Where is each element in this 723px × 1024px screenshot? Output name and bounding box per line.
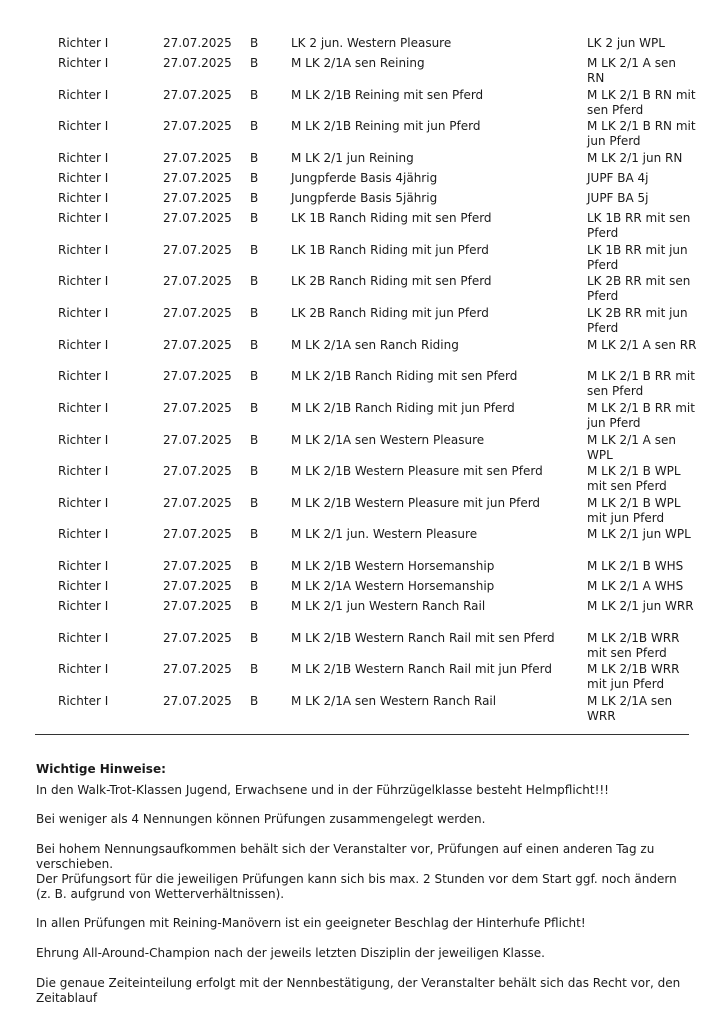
class-name-cell: M LK 2/1B Ranch Riding mit sen Pferd	[291, 369, 518, 383]
judge-cell: Richter I	[58, 171, 109, 185]
judge-cell: Richter I	[58, 662, 109, 676]
date-cell: 27.07.2025	[163, 559, 232, 573]
arena-cell: B	[250, 243, 259, 257]
class-short-cell: M LK 2/1 B RN mit sen Pferd	[587, 88, 696, 117]
judge-cell: Richter I	[58, 274, 109, 288]
class-short-cell: M LK 2/1B WRR mit sen Pferd	[587, 631, 680, 660]
arena-cell: B	[250, 211, 259, 225]
date-cell: 27.07.2025	[163, 36, 232, 50]
judge-cell: Richter I	[58, 338, 109, 352]
class-name-cell: LK 2B Ranch Riding mit sen Pferd	[291, 274, 492, 288]
arena-cell: B	[250, 274, 259, 288]
class-name-cell: M LK 2/1A sen Western Pleasure	[291, 433, 485, 447]
class-name-cell: M LK 2/1 jun Reining	[291, 151, 414, 165]
judge-cell: Richter I	[58, 433, 109, 447]
note-paragraph: In allen Prüfungen mit Reining-Manövern ist ein geeigneter Beschlag der Hinterhufe Pflicht!	[36, 916, 586, 930]
class-short-cell: LK 1B RR mit sen Pferd	[587, 211, 691, 240]
class-short-cell: M LK 2/1 jun WPL	[587, 527, 691, 541]
class-name-cell: M LK 2/1B Western Ranch Rail mit sen Pferd	[291, 631, 555, 645]
note-paragraph: Bei hohem Nennungsaufkommen behält sich der Veranstalter vor, Prüfungen auf einen anderen Tag zu verschieben.	[36, 842, 655, 871]
arena-cell: B	[250, 56, 259, 70]
class-short-cell: M LK 2/1 jun RN	[587, 151, 683, 165]
judge-cell: Richter I	[58, 151, 109, 165]
class-name-cell: M LK 2/1B Western Pleasure mit jun Pferd	[291, 496, 541, 510]
arena-cell: B	[250, 433, 259, 447]
date-cell: 27.07.2025	[163, 88, 232, 102]
arena-cell: B	[250, 694, 259, 708]
arena-cell: B	[250, 369, 259, 383]
arena-cell: B	[250, 559, 259, 573]
date-cell: 27.07.2025	[163, 151, 232, 165]
date-cell: 27.07.2025	[163, 369, 232, 383]
judge-cell: Richter I	[58, 88, 109, 102]
date-cell: 27.07.2025	[163, 274, 232, 288]
date-cell: 27.07.2025	[163, 631, 232, 645]
class-name-cell: M LK 2/1B Reining mit sen Pferd	[291, 88, 484, 102]
date-cell: 27.07.2025	[163, 401, 232, 415]
class-name-cell: M LK 2/1A sen Western Ranch Rail	[291, 694, 497, 708]
class-short-cell: M LK 2/1 B WPL mit jun Pferd	[587, 496, 681, 525]
class-name-cell: M LK 2/1A sen Reining	[291, 56, 425, 70]
judge-cell: Richter I	[58, 56, 109, 70]
date-cell: 27.07.2025	[163, 464, 232, 478]
arena-cell: B	[250, 464, 259, 478]
class-name-cell: LK 2B Ranch Riding mit jun Pferd	[291, 306, 489, 320]
judge-cell: Richter I	[58, 369, 109, 383]
judge-cell: Richter I	[58, 527, 109, 541]
arena-cell: B	[250, 579, 259, 593]
arena-cell: B	[250, 662, 259, 676]
arena-cell: B	[250, 119, 259, 133]
note-paragraph: In den Walk-Trot-Klassen Jugend, Erwachsene und in der Führzügelklasse besteht Helmpflicht!!!	[36, 783, 609, 797]
arena-cell: B	[250, 401, 259, 415]
arena-cell: B	[250, 151, 259, 165]
class-short-cell: LK 2B RR mit sen Pferd	[587, 274, 691, 303]
date-cell: 27.07.2025	[163, 599, 232, 613]
class-short-cell: M LK 2/1 B WPL mit sen Pferd	[587, 464, 681, 493]
arena-cell: B	[250, 527, 259, 541]
class-name-cell: Jungpferde Basis 5jährig	[291, 191, 438, 205]
class-name-cell: M LK 2/1 jun. Western Pleasure	[291, 527, 478, 541]
class-short-cell: LK 2 jun WPL	[587, 36, 665, 50]
judge-cell: Richter I	[58, 694, 109, 708]
notes-heading: Wichtige Hinweise:	[36, 762, 166, 776]
judge-cell: Richter I	[58, 36, 109, 50]
class-name-cell: M LK 2/1A sen Ranch Riding	[291, 338, 459, 352]
class-short-cell: M LK 2/1B WRR mit jun Pferd	[587, 662, 680, 691]
class-name-cell: M LK 2/1B Western Pleasure mit sen Pferd	[291, 464, 543, 478]
date-cell: 27.07.2025	[163, 56, 232, 70]
date-cell: 27.07.2025	[163, 527, 232, 541]
date-cell: 27.07.2025	[163, 338, 232, 352]
date-cell: 27.07.2025	[163, 579, 232, 593]
date-cell: 27.07.2025	[163, 433, 232, 447]
note-paragraph: Die genaue Zeiteinteilung erfolgt mit der Nennbestätigung, der Veranstalter behält sich das Recht vor, den Zeitablauf	[36, 976, 681, 1005]
class-name-cell: M LK 2/1 jun Western Ranch Rail	[291, 599, 486, 613]
class-short-cell: M LK 2/1 A sen RR	[587, 338, 697, 352]
arena-cell: B	[250, 496, 259, 510]
class-name-cell: M LK 2/1B Western Horsemanship	[291, 559, 495, 573]
class-short-cell: M LK 2/1 A sen WPL	[587, 433, 676, 462]
class-short-cell: M LK 2/1A sen WRR	[587, 694, 673, 723]
class-name-cell: M LK 2/1B Reining mit jun Pferd	[291, 119, 481, 133]
date-cell: 27.07.2025	[163, 171, 232, 185]
class-short-cell: M LK 2/1 B WHS	[587, 559, 684, 573]
arena-cell: B	[250, 191, 259, 205]
note-paragraph: Bei weniger als 4 Nennungen können Prüfungen zusammengelegt werden.	[36, 812, 486, 826]
divider	[35, 734, 689, 735]
class-name-cell: LK 2 jun. Western Pleasure	[291, 36, 452, 50]
judge-cell: Richter I	[58, 599, 109, 613]
judge-cell: Richter I	[58, 119, 109, 133]
date-cell: 27.07.2025	[163, 496, 232, 510]
arena-cell: B	[250, 88, 259, 102]
class-short-cell: M LK 2/1 A WHS	[587, 579, 684, 593]
judge-cell: Richter I	[58, 631, 109, 645]
date-cell: 27.07.2025	[163, 119, 232, 133]
class-name-cell: LK 1B Ranch Riding mit sen Pferd	[291, 211, 492, 225]
date-cell: 27.07.2025	[163, 211, 232, 225]
class-short-cell: JUPF BA 4j	[587, 171, 649, 185]
judge-cell: Richter I	[58, 464, 109, 478]
class-name-cell: M LK 2/1B Western Ranch Rail mit jun Pferd	[291, 662, 552, 676]
judge-cell: Richter I	[58, 211, 109, 225]
arena-cell: B	[250, 338, 259, 352]
date-cell: 27.07.2025	[163, 694, 232, 708]
class-name-cell: Jungpferde Basis 4jährig	[291, 171, 438, 185]
class-short-cell: M LK 2/1 A sen RN	[587, 56, 676, 85]
class-short-cell: LK 1B RR mit jun Pferd	[587, 243, 688, 272]
judge-cell: Richter I	[58, 579, 109, 593]
class-short-cell: M LK 2/1 B RN mit jun Pferd	[587, 119, 696, 148]
class-name-cell: M LK 2/1B Ranch Riding mit jun Pferd	[291, 401, 515, 415]
judge-cell: Richter I	[58, 243, 109, 257]
judge-cell: Richter I	[58, 306, 109, 320]
note-paragraph: Ehrung All-Around-Champion nach der jeweils letzten Disziplin der jeweiligen Klasse.	[36, 946, 545, 960]
judge-cell: Richter I	[58, 191, 109, 205]
class-short-cell: LK 2B RR mit jun Pferd	[587, 306, 688, 335]
judge-cell: Richter I	[58, 401, 109, 415]
class-short-cell: M LK 2/1 jun WRR	[587, 599, 694, 613]
class-name-cell: LK 1B Ranch Riding mit jun Pferd	[291, 243, 489, 257]
arena-cell: B	[250, 631, 259, 645]
note-paragraph: Der Prüfungsort für die jeweiligen Prüfungen kann sich bis max. 2 Stunden vor dem Start ggf. noch ändern (z. B. aufgrund von Wetterverhältnissen).	[36, 872, 677, 901]
arena-cell: B	[250, 36, 259, 50]
date-cell: 27.07.2025	[163, 662, 232, 676]
arena-cell: B	[250, 599, 259, 613]
judge-cell: Richter I	[58, 496, 109, 510]
date-cell: 27.07.2025	[163, 243, 232, 257]
date-cell: 27.07.2025	[163, 191, 232, 205]
arena-cell: B	[250, 306, 259, 320]
class-name-cell: M LK 2/1A Western Horsemanship	[291, 579, 495, 593]
class-short-cell: JUPF BA 5j	[587, 191, 649, 205]
date-cell: 27.07.2025	[163, 306, 232, 320]
arena-cell: B	[250, 171, 259, 185]
judge-cell: Richter I	[58, 559, 109, 573]
class-short-cell: M LK 2/1 B RR mit sen Pferd	[587, 369, 695, 398]
class-short-cell: M LK 2/1 B RR mit jun Pferd	[587, 401, 695, 430]
